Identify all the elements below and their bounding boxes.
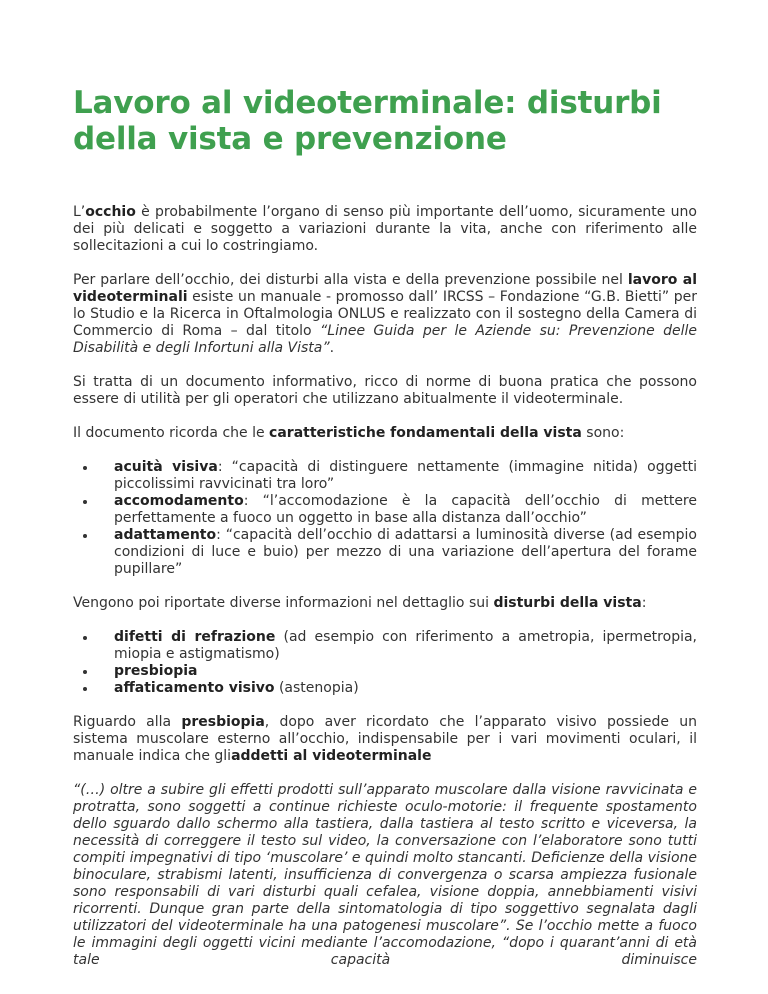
keyword-disturbi: disturbi della vista xyxy=(493,595,642,611)
disorders-list xyxy=(73,629,697,697)
page-title: Lavoro al videoterminale: disturbi della vista e prevenzione xyxy=(73,85,662,157)
list-item: presbiopia xyxy=(114,663,697,680)
keyword-addetti: addetti al videoterminale xyxy=(231,748,432,764)
disorders-intro-paragraph: Vengono poi riportate diverse informazioni nel dettaglio sui disturbi della vista: xyxy=(73,595,647,611)
manual-title: “Linee Guida per le Aziende su: Prevenzione delle Disabilità e degli Infortuni alla Vista” xyxy=(73,323,697,356)
list-item: difetti di refrazione (ad esempio con riferimento a ametropia, ipermetropia, miopia e astigmatismo) xyxy=(114,629,697,662)
presbyopia-paragraph: Riguardo alla presbiopia, dopo aver ricordato che l’apparato visivo possiede un sistema muscolare esterno all’occhio, indispensabile per i vari movimenti oculari, il manuale indica che gliaddetti al videoterminale xyxy=(73,714,697,764)
keyword-occhio: occhio xyxy=(85,204,136,220)
document-page xyxy=(73,0,697,969)
document-description-paragraph: Si tratta di un documento informativo, ricco di norme di buona pratica che possono essere di utilità per gli operatori che utilizzano abitualmente il videoterminale. xyxy=(73,374,697,407)
characteristics-intro-paragraph: Il documento ricorda che le caratteristiche fondamentali della vista sono: xyxy=(73,425,625,441)
list-item: affaticamento visivo (astenopia) xyxy=(114,680,697,697)
manual-paragraph: Per parlare dell’occhio, dei disturbi alla vista e della prevenzione possibile nel lavoro al videoterminali esiste un manuale - promosso dall’ IRCSS – Fondazione “G.B. Bietti” per lo Studio e la Ricerca in Oftalmologia ONLUS e realizzato con il sostegno della Camera di Commercio di Roma – dal titolo “Linee Guida per le Aziende su: Prevenzione delle Disabilità e degli Infortuni alla Vista”. xyxy=(73,272,697,356)
keyword-caratteristiche: caratteristiche fondamentali della vista xyxy=(269,425,582,441)
list-item: acuità visiva: “capacità di distinguere nettamente (immagine nitida) oggetti piccolissimi ravvicinati tra loro” xyxy=(114,459,698,492)
keyword-lavoro-videoterminali: lavoro al videoterminali xyxy=(73,272,697,305)
list-item: accomodamento: “l’accomodazione è la capacità dell’occhio di mettere perfettamente a fuoco un oggetto in base alla distanza dall’occhio” xyxy=(114,493,697,526)
characteristics-list xyxy=(73,459,697,578)
quote-paragraph: “(…) oltre a subire gli effetti prodotti sull’apparato muscolare dalla visione ravvicinata e protratta, sono soggetti a continue richieste oculo-motorie: il frequente spostamento dello sguardo dallo schermo alla tastiera, dalla tastiera al testo scritto e viceversa, la necessità di correggere il testo sul video, la conversazione con l’elaboratore sono tutti compiti impegnativi di tipo ‘muscolare’ e quindi molto stancanti. Deficienze della visione binoculare, strabismi latenti, insufficienza di convergenza o scarsa ampiezza fusionale sono responsabili di vari disturbi quali cefalea, visione doppia, annebbiamenti visivi ricorrenti. Dunque gran parte della sintomatologia di tipo soggettivo segnalata dagli utilizzatori del videoterminale ha una patogenesi muscolare”. Se l’occhio mette a fuoco le immagini degli oggetti vicini mediante l’accomodazione, “dopo i quarant’anni di età tale capacità diminuisce xyxy=(73,782,697,968)
keyword-presbiopia: presbiopia xyxy=(181,714,265,730)
list-item: adattamento: “capacità dell’occhio di adattarsi a luminosità diverse (ad esempio condizioni di luce e buio) per mezzo di una variazione dell’apertura del forame pupillare” xyxy=(114,527,697,577)
intro-paragraph: L’occhio è probabilmente l’organo di senso più importante dell’uomo, sicuramente uno dei più delicati e soggetto a variazioni durante la vita, anche con riferimento alle sollecitazioni a cui lo costringiamo. xyxy=(73,204,697,254)
